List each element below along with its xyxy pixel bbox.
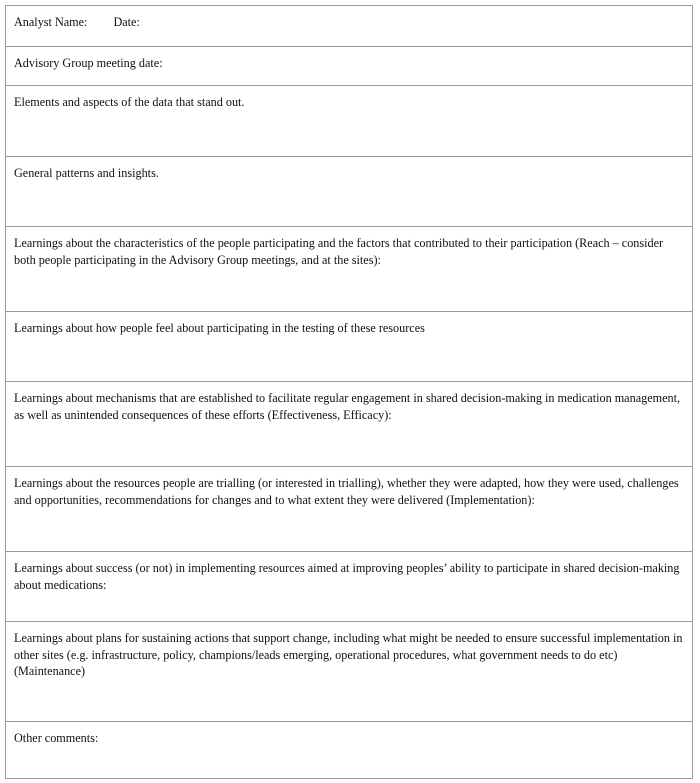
- row-label: Learnings about plans for sustaining actions that support change, including what might be needed to ensure successful implementation in other sites (e.g. infrastructure, policy, champions/leads emerging, operational procedures, what government needs to do etc) (Maintenance): [14, 631, 683, 678]
- reach-row[interactable]: [6, 227, 692, 312]
- row-label: Other comments:: [14, 731, 99, 745]
- data-standouts-row[interactable]: [6, 86, 692, 157]
- analyst-date-row[interactable]: [6, 6, 692, 47]
- row-label: General patterns and insights.: [14, 166, 159, 180]
- row-label: Learnings about success (or not) in implementing resources aimed at improving peoples’ ability to participate in shared decision-making about medications:: [14, 561, 680, 592]
- analyst-name-label: Analyst Name:: [14, 15, 88, 29]
- row-label: Learnings about the characteristics of the people participating and the factors that contributed to their participation (Reach – consider both people participating in the Advisory Group meetings, and at the sites):: [14, 236, 664, 267]
- patterns-insights-row[interactable]: [6, 157, 692, 227]
- advisory-meeting-date-row[interactable]: [6, 47, 692, 86]
- row-label: Learnings about mechanisms that are established to facilitate regular engagement in shared decision-making in medication management, as well as unintended consequences of these efforts (Effectiveness, Efficacy):: [14, 391, 681, 422]
- implementation-row[interactable]: [6, 467, 692, 552]
- row-label: Elements and aspects of the data that stand out.: [14, 95, 245, 109]
- other-comments-row[interactable]: [6, 722, 692, 778]
- date-label: Date:: [113, 15, 140, 29]
- row-label: Advisory Group meeting date:: [14, 56, 163, 70]
- effectiveness-row[interactable]: [6, 382, 692, 467]
- analysis-form: [5, 5, 693, 779]
- maintenance-row[interactable]: [6, 622, 692, 722]
- success-row[interactable]: [6, 552, 692, 622]
- participation-feelings-row[interactable]: [6, 312, 692, 382]
- row-label: Learnings about how people feel about participating in the testing of these resources: [14, 321, 425, 335]
- row-label: Learnings about the resources people are trialling (or interested in trialling), whether they were adapted, how they were used, challenges and opportunities, recommendations for changes and to what extent they were delivered (Implementation):: [14, 476, 679, 507]
